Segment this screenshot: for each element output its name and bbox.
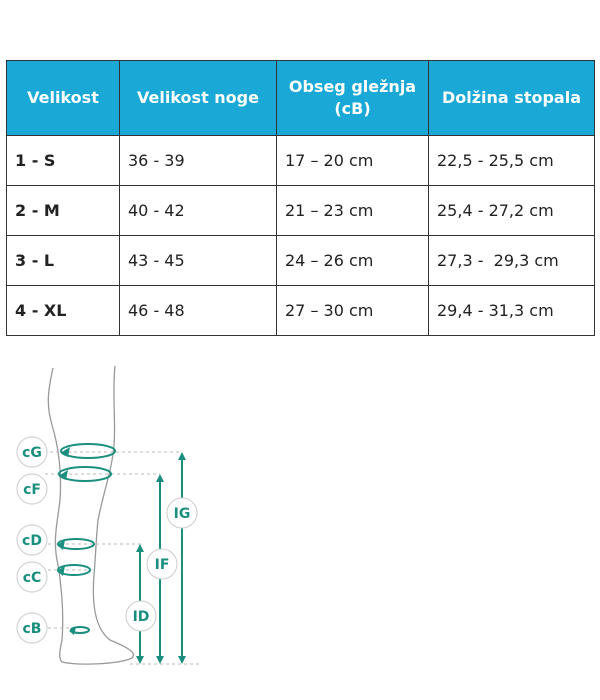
table-row [7, 186, 595, 236]
size-chart-table [6, 60, 595, 336]
label-lD [126, 601, 156, 631]
cell-ankle: 17 – 20 cm [277, 136, 429, 186]
cell-ankle: 24 – 26 cm [277, 236, 429, 286]
leg-measurement-diagram [0, 360, 220, 680]
cell-size: 4 - XL [7, 286, 120, 336]
svg-text:cC: cC [22, 570, 42, 586]
table-row [7, 236, 595, 286]
cell-shoe-size: 36 - 39 [120, 136, 277, 186]
svg-text:ID: ID [132, 609, 150, 625]
cell-shoe-size: 43 - 45 [120, 236, 277, 286]
header-shoe-size: Velikost noge [120, 61, 277, 136]
cell-foot-length: 27,3 - 29,3 cm [429, 236, 595, 286]
header-size: Velikost [7, 61, 120, 136]
label-cD [17, 525, 47, 555]
table-row [7, 286, 595, 336]
cell-ankle: 27 – 30 cm [277, 286, 429, 336]
cell-foot-length: 29,4 - 31,3 cm [429, 286, 595, 336]
svg-text:cD: cD [22, 533, 42, 549]
svg-text:IF: IF [154, 557, 170, 573]
label-cC [17, 562, 47, 592]
cell-foot-length: 25,4 - 27,2 cm [429, 186, 595, 236]
table-header-row [7, 61, 595, 136]
label-cB [17, 613, 47, 643]
table-row [7, 136, 595, 186]
label-cF [17, 474, 47, 504]
svg-text:cB: cB [22, 621, 42, 637]
cell-size: 2 - M [7, 186, 120, 236]
label-cG [17, 437, 47, 467]
label-lG [167, 498, 197, 528]
leg-outline [48, 366, 133, 664]
header-foot-length: Dolžina stopala [429, 61, 595, 136]
cell-size: 3 - L [7, 236, 120, 286]
cell-shoe-size: 40 - 42 [120, 186, 277, 236]
svg-text:IG: IG [173, 506, 191, 522]
label-lF [147, 549, 177, 579]
cell-ankle: 21 – 23 cm [277, 186, 429, 236]
cell-shoe-size: 46 - 48 [120, 286, 277, 336]
svg-text:cG: cG [22, 445, 42, 461]
header-ankle-circumference: Obseg gležnja (cB) [277, 61, 429, 136]
cell-size: 1 - S [7, 136, 120, 186]
cell-foot-length: 22,5 - 25,5 cm [429, 136, 595, 186]
svg-text:cF: cF [23, 482, 41, 498]
